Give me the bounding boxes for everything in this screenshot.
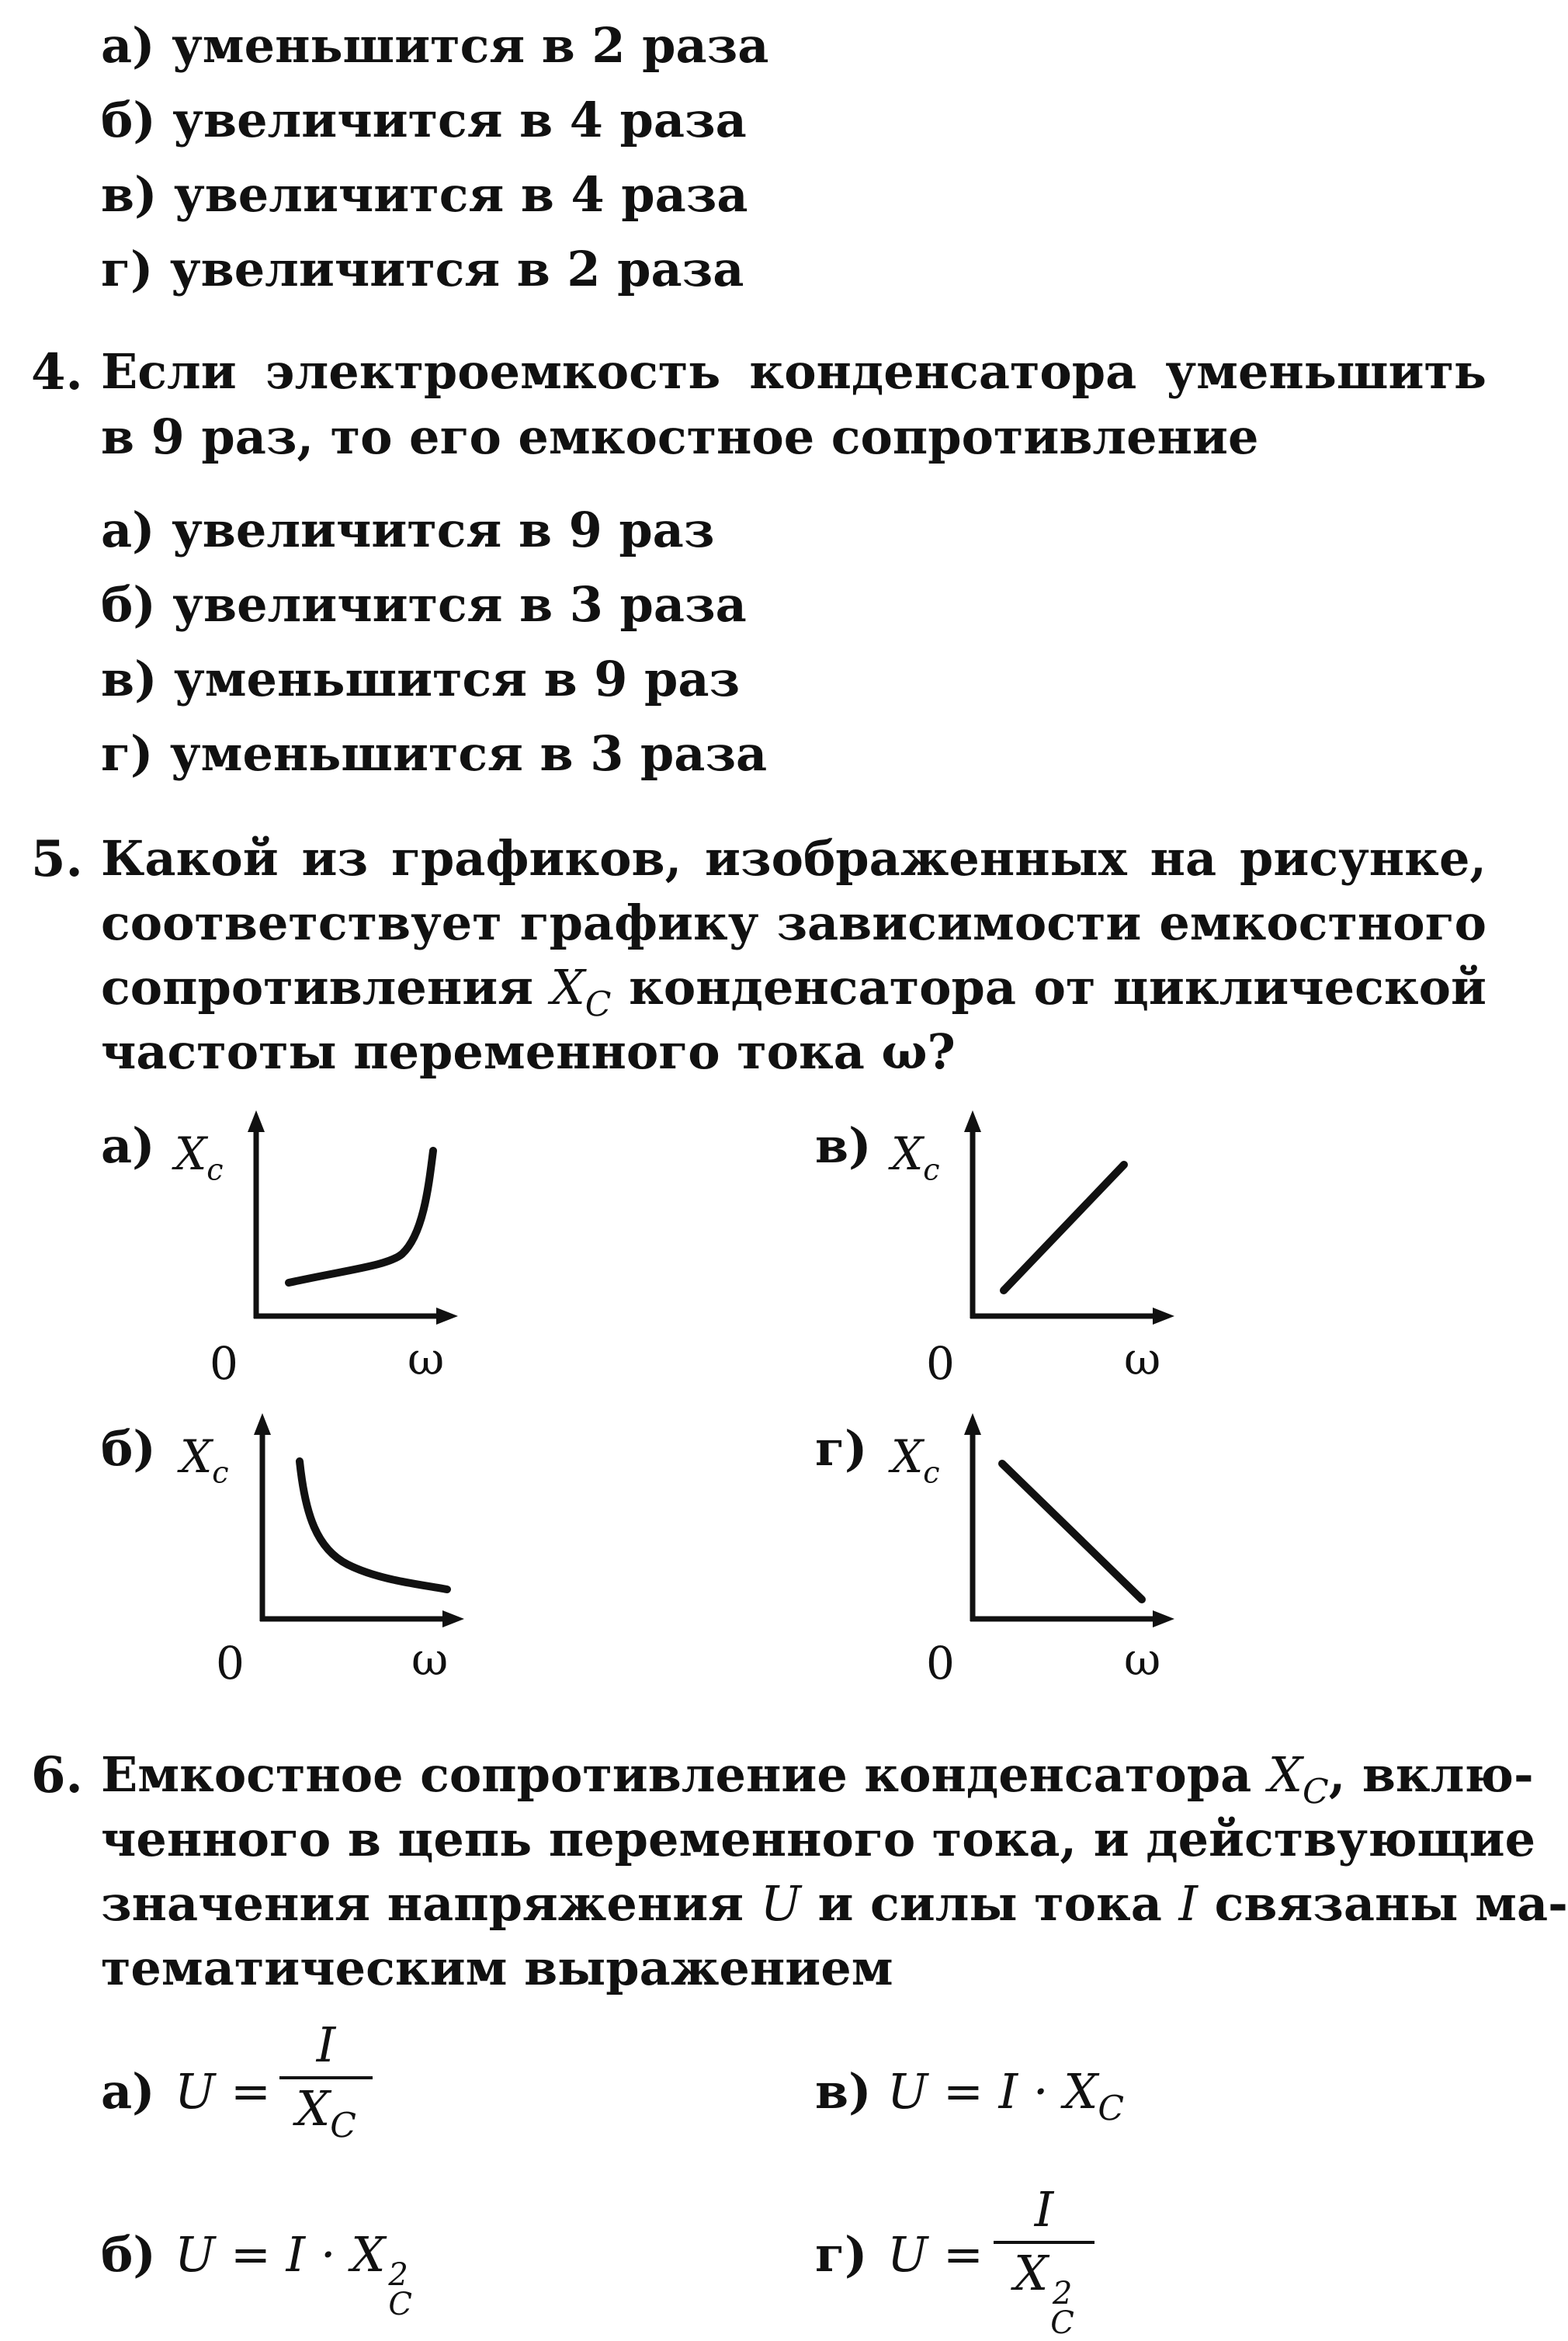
q4-option-b: б) увеличится в 3 раза — [101, 576, 747, 633]
graph-a-xlabel: ω — [408, 1332, 445, 1385]
graph-b-x-arrow — [442, 1610, 464, 1627]
q6-option-g-fraction — [994, 2181, 1094, 2341]
graph-v-letter: в) — [815, 1117, 872, 1174]
q6-option-g-bar — [994, 2241, 1094, 2244]
graph-g-line — [1002, 1464, 1142, 1599]
graph-b-origin: 0 — [216, 1637, 245, 1690]
graph-v-ylabel: $X_c$ — [891, 1127, 940, 1187]
graph-g-letter: г) — [815, 1420, 868, 1477]
q5-number: 5. — [31, 830, 83, 888]
graph-v-y-arrow — [964, 1110, 981, 1132]
graph-v — [949, 1110, 1182, 1328]
graph-g-x-arrow — [1153, 1610, 1174, 1627]
q5-line-3: сопротивления $X_C$ конденсатора от циклической — [101, 959, 1486, 1025]
graph-b-y-arrow — [254, 1413, 271, 1435]
graph-g — [949, 1413, 1182, 1631]
graph-a-letter: а) — [101, 1117, 155, 1174]
q4-line-2: в 9 раз, то его емкостное сопротивление — [101, 408, 1259, 465]
graph-v-line — [1004, 1165, 1124, 1290]
q3-option-a: а) уменьшится в 2 раза — [101, 17, 769, 74]
q6-option-g-lhs: U = — [887, 2226, 983, 2283]
q6-option-a-bar — [279, 2076, 373, 2079]
q6-option-a-letter: а) — [101, 2063, 155, 2120]
q6-option-g-letter: г) — [815, 2226, 868, 2283]
graph-b-curve — [300, 1461, 447, 1589]
q6-option-v-letter: в) — [815, 2063, 872, 2120]
q5-line-1: Какой из графиков, изображенных на рисунке, — [101, 830, 1486, 887]
q6-number: 6. — [31, 1746, 83, 1804]
q3-option-g: г) увеличится в 2 раза — [101, 241, 744, 297]
graph-a-origin: 0 — [210, 1337, 238, 1390]
q4-line-1: Если электроемкость конденсатора уменьшить — [101, 343, 1486, 400]
graph-g-ylabel: $X_c$ — [891, 1430, 940, 1490]
q6-option-a-numerator: I — [316, 2016, 336, 2073]
graph-a — [233, 1110, 466, 1328]
q6-option-g-denominator: X 2 C — [1014, 2245, 1074, 2341]
graph-v-xlabel: ω — [1124, 1332, 1161, 1385]
graph-g-xlabel: ω — [1124, 1633, 1161, 1686]
graph-v-x-arrow — [1153, 1308, 1174, 1325]
graph-v-origin: 0 — [926, 1337, 955, 1390]
q4-option-a: а) увеличится в 9 раз — [101, 502, 715, 558]
q4-option-g: г) уменьшится в 3 раза — [101, 725, 768, 782]
q3-option-b: б) увеличится в 4 раза — [101, 92, 747, 148]
q5-line-4: частоты переменного тока ω? — [101, 1023, 956, 1080]
q6-line-1: Емкостное сопротивление конденсатора $X_C$, вклю- — [101, 1746, 1534, 1812]
q6-line-2: ченного в цепь переменного тока, и действующие — [101, 1811, 1536, 1867]
graph-a-curve — [289, 1151, 433, 1283]
q6-line-4: тематическим выражением — [101, 1940, 893, 1996]
q6-option-b-letter: б) — [101, 2226, 156, 2283]
q4-option-v: в) уменьшится в 9 раз — [101, 651, 741, 707]
q4-number: 4. — [31, 343, 83, 401]
graph-b-letter: б) — [101, 1420, 156, 1477]
q6-option-a-lhs: U = — [175, 2063, 271, 2120]
q5-line-2: соответствует графику зависимости емкостного — [101, 894, 1486, 951]
graph-g-origin: 0 — [926, 1637, 955, 1690]
q6-option-v-expr: $U = I \cdot X_C$ — [887, 2063, 1125, 2129]
q6-option-g-numerator: I — [1034, 2181, 1054, 2238]
graph-b-xlabel: ω — [411, 1633, 449, 1686]
q6-option-a-fraction — [279, 2016, 373, 2146]
q6-option-a-denominator: $X_C$ — [296, 2080, 356, 2146]
graph-a-ylabel: $X_c$ — [175, 1127, 224, 1187]
q3-option-v: в) увеличится в 4 раза — [101, 166, 748, 223]
graph-b-ylabel: $X_c$ — [180, 1430, 229, 1490]
graph-a-x-arrow — [436, 1308, 458, 1325]
graph-g-y-arrow — [964, 1413, 981, 1435]
q6-option-b-expr: U = I · X 2 C — [175, 2226, 412, 2322]
graph-a-y-arrow — [248, 1110, 265, 1132]
q6-line-3: значения напряжения U и силы тока I связаны ма- — [101, 1875, 1568, 1932]
graph-b — [239, 1413, 472, 1631]
